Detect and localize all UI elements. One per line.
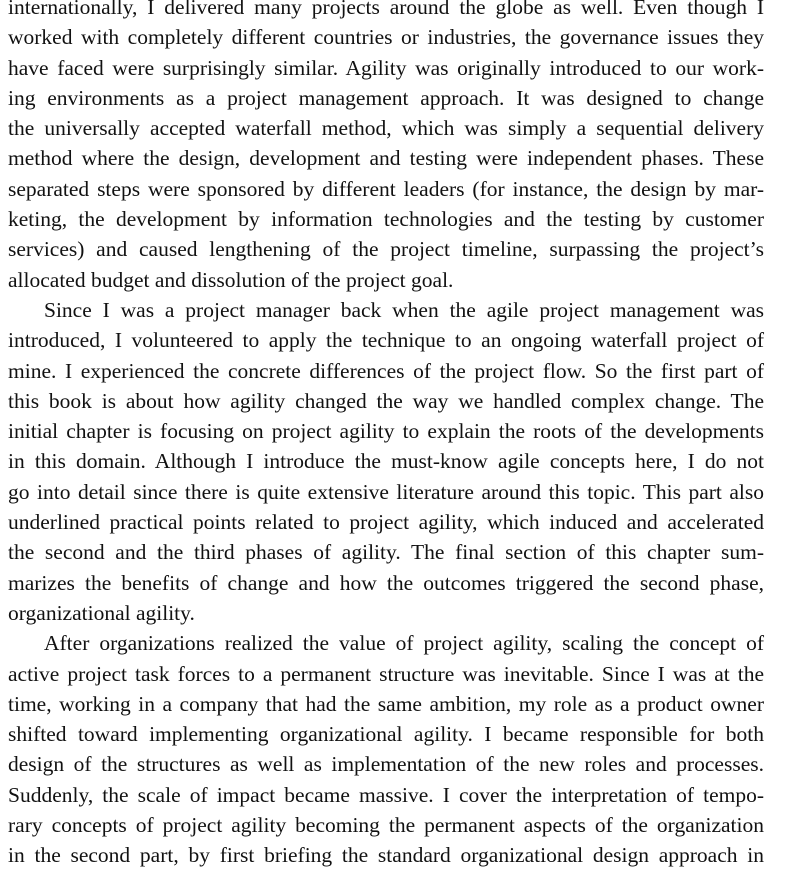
paragraph [8, 628, 764, 870]
text-line: internationally, I delivered many projects around the globe as well. Even though I [8, 0, 764, 19]
text-line: organizational agility. [8, 600, 195, 625]
text-line: allocated budget and dissolution of the project goal. [8, 267, 454, 292]
text-line: method where the design, development and testing were independent phases. These [8, 146, 764, 171]
text-line: services) and caused lengthening of the project timeline, surpassing the project’s [8, 237, 764, 262]
text-line: Suddenly, the scale of impact became massive. I cover the interpretation of tempo- [8, 782, 764, 807]
text-line: ing environments as a project management approach. It was designed to change [8, 85, 764, 110]
text-line: rary concepts of project agility becoming the permanent aspects of the organization [8, 813, 764, 838]
text-line: initial chapter is focusing on project agility to explain the roots of the developments [8, 419, 764, 444]
text-line: worked with completely different countries or industries, the governance issues they [8, 25, 764, 50]
text-line: mine. I experienced the concrete differences of the project flow. So the first part of [8, 358, 764, 383]
text-line: the second and the third phases of agility. The final section of this chapter sum- [8, 540, 764, 565]
paragraph [8, 0, 764, 295]
body-text [8, 0, 764, 871]
text-line: Since I was a project manager back when the agile project management was [44, 297, 764, 322]
text-line: active project task forces to a permanent structure was inevitable. Since I was at the [8, 661, 764, 686]
text-line: have faced were surprisingly similar. Agility was originally introduced to our work- [8, 55, 764, 80]
text-line: underlined practical points related to project agility, which induced and accelerated [8, 510, 764, 535]
paragraph [8, 295, 764, 628]
text-line: separated steps were sponsored by different leaders (for instance, the design by mar- [8, 176, 764, 201]
text-line: design of the structures as well as implementation of the new roles and processes. [8, 752, 764, 777]
text-line: shifted toward implementing organizational agility. I became responsible for both [8, 722, 764, 747]
text-line: marizes the benefits of change and how the outcomes triggered the second phase, [8, 570, 764, 595]
text-line: in this domain. Although I introduce the must-know agile concepts here, I do not [8, 449, 764, 474]
text-line: in the second part, by first briefing the standard organizational design approach in [8, 843, 764, 868]
text-line: keting, the development by information technologies and the testing by customer [8, 207, 764, 232]
text-line: introduced, I volunteered to apply the technique to an ongoing waterfall project of [8, 328, 764, 353]
text-line: After organizations realized the value of project agility, scaling the concept of [44, 631, 764, 656]
text-line: this book is about how agility changed the way we handled complex change. The [8, 388, 764, 413]
text-line: go into detail since there is quite extensive literature around this topic. This part also [8, 479, 764, 504]
text-line: time, working in a company that had the same ambition, my role as a product owner [8, 691, 764, 716]
text-line: the universally accepted waterfall method, which was simply a sequential delivery [8, 116, 764, 141]
